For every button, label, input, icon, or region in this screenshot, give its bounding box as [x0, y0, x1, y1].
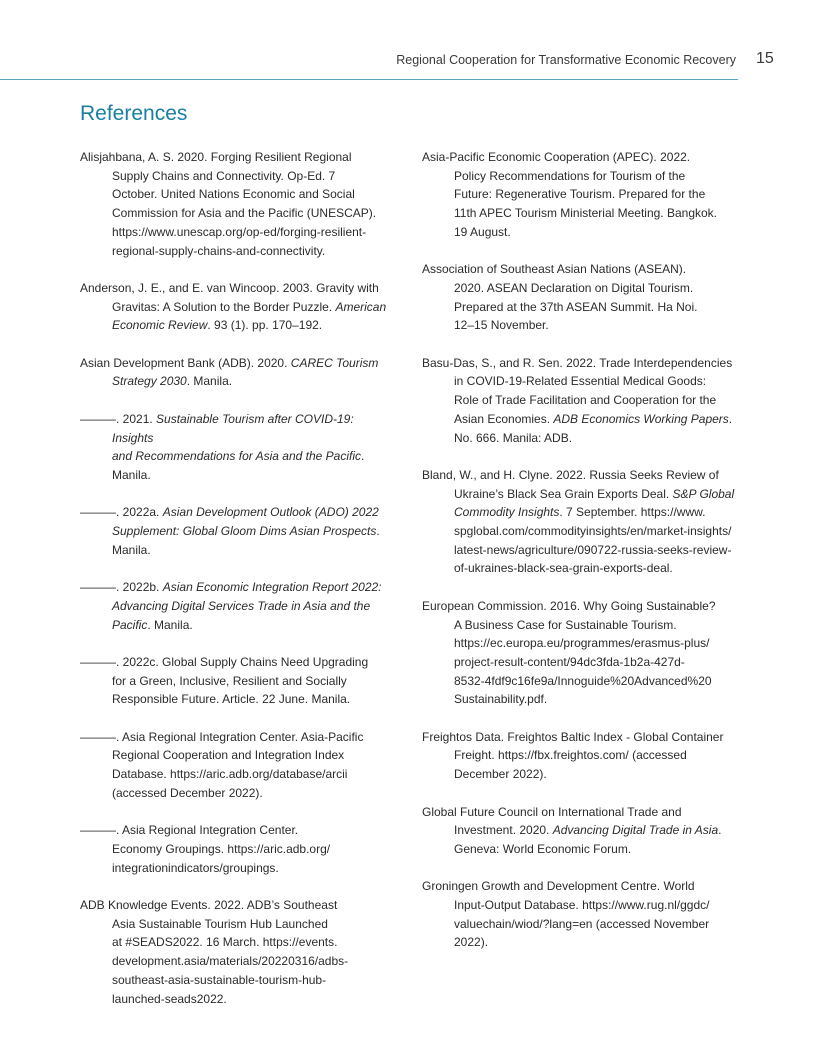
reference-title-italic: Advancing Digital Trade in Asia: [552, 823, 719, 838]
reference-entry: [80, 279, 396, 335]
reference-text: Asia-Pacific Economic Cooperation (APEC). 2022. Policy Recommendations for Tourism of the Future: Regenerative Tourism. Prepared for the 11th APEC Tourism Ministerial Meeting. Bangkok. 19 August.: [422, 150, 718, 239]
reference-entry: [422, 877, 738, 952]
references-left-column: [80, 148, 396, 1027]
reference-text: ———. 2022b.: [80, 580, 163, 595]
reference-title-italic: Sustainable Tourism after COVID-19: Insights and Recommendations for Asia and the Pacific: [112, 411, 362, 464]
reference-text: ———. Asia Regional Integration Center. Economy Groupings. https://aric.adb.org/ integrationindicators/groupings.: [80, 823, 331, 875]
reference-text: Association of Southeast Asian Nations (ASEAN). 2020. ASEAN Declaration on Digital Tourism. Prepared at the 37th ASEAN Summit. Ha Noi. 12–15 November.: [422, 262, 698, 333]
reference-title-italic: S&P Global Commodity Insights: [454, 486, 735, 520]
reference-entry: [80, 821, 396, 877]
reference-entry: [80, 728, 396, 803]
reference-text: Alisjahbana, A. S. 2020. Forging Resilient Regional Supply Chains and Connectivity. Op-Ed. 7 October. United Nations Economic and Social Commission for Asia and the Pacific (UNESCAP). https://www.unescap.org/op-ed/forging-resilient- regional-supply-chains-and-connectivity.: [80, 150, 377, 258]
reference-entry: [80, 148, 396, 260]
reference-text: . 7 September. https://www. spglobal.com/commodityinsights/en/market-insights/ latest-news/agriculture/090722-russia-seeks-review- of-ukraines-black-sea-grain-exports-deal.: [454, 505, 732, 576]
reference-text: Bland, W., and H. Clyne. 2022. Russia Seeks Review of Ukraine’s Black Sea Grain Exports Deal.: [422, 467, 719, 501]
header-divider: [0, 79, 738, 80]
reference-text: . 93 (1). pp. 170–192.: [207, 318, 323, 333]
reference-text: . Manila.: [112, 524, 380, 557]
references-heading: References: [80, 102, 188, 125]
reference-entry: [422, 354, 738, 448]
reference-text: ———. Asia Regional Integration Center. Asia-Pacific Regional Cooperation and Integration Index Database. https://aric.adb.org/database/arcii (accessed December 2022).: [80, 729, 364, 800]
reference-entry: [80, 503, 396, 559]
reference-entry: [422, 597, 738, 709]
reference-entry: [422, 260, 738, 335]
reference-text: Anderson, J. E., and E. van Wincoop. 2003. Gravity with Gravitas: A Solution to the Border Puzzle.: [80, 280, 379, 314]
reference-entry: [422, 728, 738, 784]
reference-title-italic: Asian Development Outlook (ADO) 2022 Supplement: Global Gloom Dims Asian Prospects: [112, 505, 379, 538]
reference-entry: [80, 578, 396, 634]
reference-title-italic: Asian Economic Integration Report 2022: Advancing Digital Services Trade in Asia and the Pacific: [112, 580, 382, 632]
reference-text: Basu-Das, S., and R. Sen. 2022. Trade Interdependencies in COVID-19-Related Essential Medical Goods: Role of Trade Facilitation and Cooperation for the Asian Economies.: [422, 355, 733, 426]
reference-entry: [80, 354, 396, 391]
reference-title-italic: ADB Economics Working Papers: [553, 411, 729, 426]
references-right-column: [422, 148, 738, 971]
page-number: 15: [756, 50, 774, 67]
reference-text: Freightos Data. Freightos Baltic Index - Global Container Freight. https://fbx.freightos.com/ (accessed December 2022).: [422, 729, 724, 782]
reference-title-italic: American Economic Review: [112, 299, 387, 333]
reference-text: Groningen Growth and Development Centre. World Input-Output Database. https://www.rug.nl/ggdc/ valuechain/wiod/?lang=en (accessed November 2022).: [422, 879, 710, 950]
reference-entry: [80, 896, 396, 1008]
reference-entry: [422, 803, 738, 859]
reference-text: ———. 2022a.: [80, 505, 163, 520]
reference-text: ADB Knowledge Events. 2022. ADB’s Southeast Asia Sustainable Tourism Hub Launched at #SEADS2022. 16 March. https://events. development.asia/materials/20220316/adbs- southeast-asia-sustainable-tourism-hub- launched-seads2022.: [80, 897, 349, 1006]
reference-entry: [80, 653, 396, 709]
reference-text: Asian Development Bank (ADB). 2020.: [80, 355, 291, 370]
reference-text: ———. 2021.: [80, 411, 157, 426]
reference-text: . Manila.: [112, 449, 365, 482]
reference-text: Global Future Council on International Trade and Investment. 2020.: [422, 804, 682, 838]
running-header-title: Regional Cooperation for Transformative Economic Recovery: [396, 53, 736, 67]
reference-text: . Manila.: [186, 374, 233, 389]
reference-text: ———. 2022c. Global Supply Chains Need Upgrading for a Green, Inclusive, Resilient and Socially Responsible Future. Article. 22 June. Manila.: [80, 654, 369, 707]
reference-text: . Geneva: World Economic Forum.: [454, 823, 722, 856]
reference-text: . Manila.: [147, 617, 193, 632]
reference-title-italic: CAREC Tourism Strategy 2030: [112, 355, 379, 389]
reference-text: . No. 666. Manila: ADB.: [454, 411, 733, 445]
reference-text: European Commission. 2016. Why Going Sustainable? A Business Case for Sustainable Tourism. https://ec.europa.eu/programmes/erasmus-plus/ project-result-content/94dc3fda-1b2a-427d- 8532-4fdf9c16fe9a/Innoguide%20Advanced%20 Sustainability.pdf.: [422, 598, 716, 707]
reference-entry: [422, 466, 738, 578]
reference-entry: [80, 410, 396, 485]
reference-entry: [422, 148, 738, 242]
